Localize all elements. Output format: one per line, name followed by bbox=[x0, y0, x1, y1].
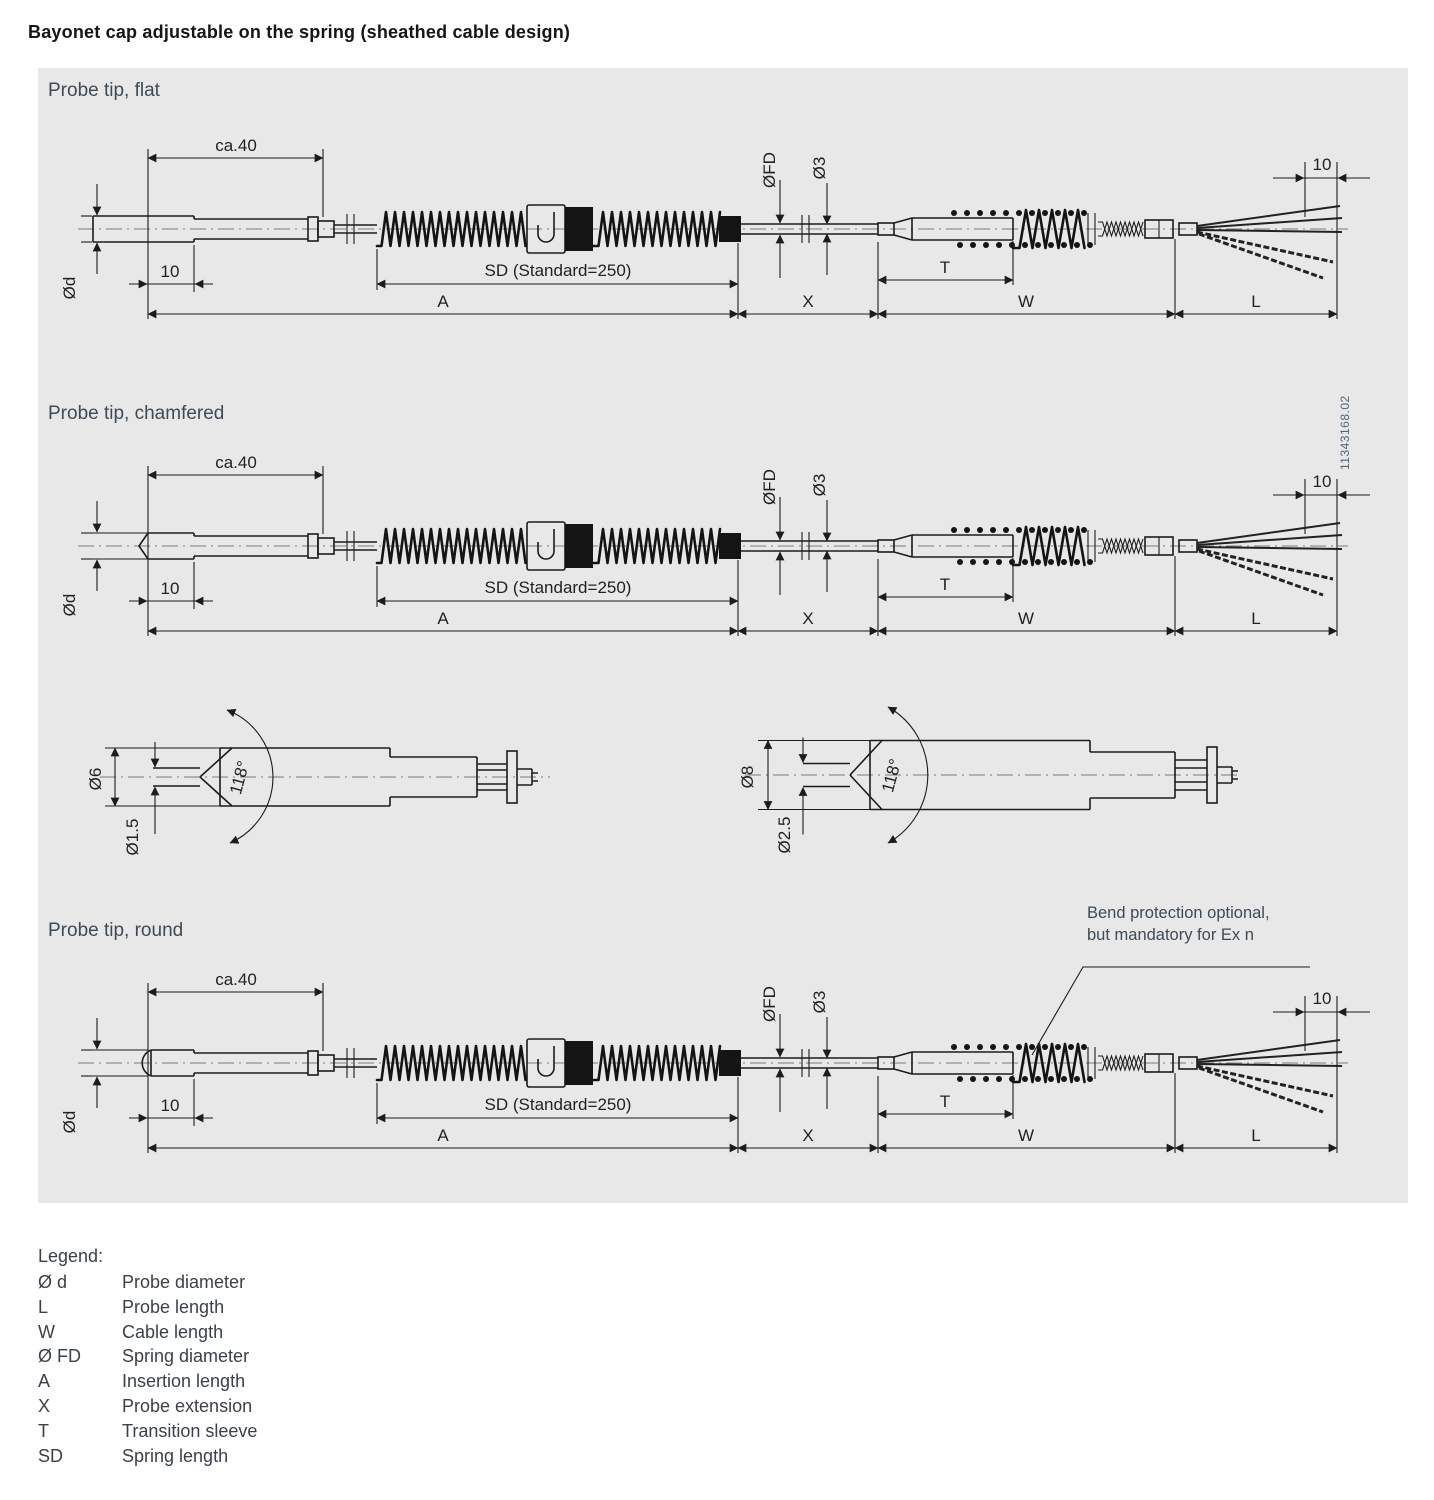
dim-label-inner-diameter: Ø1.5 bbox=[123, 818, 142, 856]
dim-label-outer-diameter: Ø6 bbox=[86, 767, 105, 791]
dim-label-10-tip: 10 bbox=[160, 579, 180, 598]
dim-label-insertion-length: A bbox=[437, 1126, 449, 1145]
dim-label-probe-extension: X bbox=[802, 1126, 814, 1145]
section-heading-probe-tip-round: Probe tip, round bbox=[48, 920, 184, 941]
dim-label-probe-length: L bbox=[1251, 609, 1261, 628]
legend-row: A Insertion length bbox=[38, 1371, 246, 1392]
dim-label-spring-diameter: ØFD bbox=[760, 986, 779, 1022]
page-title: Bayonet cap adjustable on the spring (sheathed cable design) bbox=[28, 22, 571, 42]
dim-label-spring-length: SD (Standard=250) bbox=[484, 261, 632, 280]
dim-label-transition-sleeve: T bbox=[939, 575, 951, 594]
dim-label-10-tip: 10 bbox=[160, 262, 180, 281]
dim-label-probe-diameter: Ød bbox=[60, 593, 79, 617]
dim-label-10-tip: 10 bbox=[160, 1096, 180, 1115]
dim-label-insertion-length: A bbox=[437, 292, 449, 311]
legend-title: Legend: bbox=[38, 1246, 104, 1266]
dim-label-10-leads: 10 bbox=[1312, 472, 1332, 491]
dim-label-ca40: ca.40 bbox=[215, 970, 257, 989]
dim-label-ca40: ca.40 bbox=[215, 453, 257, 472]
detail-view-chamfer-small bbox=[80, 677, 640, 877]
legend-row: W Cable length bbox=[38, 1321, 224, 1342]
dim-label-transition-sleeve: T bbox=[939, 1092, 951, 1111]
dim-label-tip-angle: 118° bbox=[226, 758, 254, 797]
annotation-line1: Bend protection optional, bbox=[1087, 904, 1270, 922]
legend-row: X Probe extension bbox=[38, 1395, 253, 1416]
legend-row: SD Spring length bbox=[38, 1445, 229, 1466]
legend-row: Ø d Probe diameter bbox=[38, 1272, 246, 1292]
legend-row: Ø FD Spring diameter bbox=[38, 1346, 250, 1367]
dim-label-cable-length: W bbox=[1017, 609, 1035, 628]
dim-label-spring-length: SD (Standard=250) bbox=[484, 578, 632, 597]
detail-view-chamfer-large bbox=[720, 675, 1280, 875]
section-heading-probe-tip-chamfered: Probe tip, chamfered bbox=[48, 403, 225, 424]
dim-label-extension-diameter: Ø3 bbox=[810, 473, 829, 497]
probe-diagram-flat bbox=[48, 122, 1378, 337]
dim-label-inner-diameter: Ø2.5 bbox=[775, 816, 794, 854]
dim-label-10-leads: 10 bbox=[1312, 155, 1332, 174]
dim-label-cable-length: W bbox=[1017, 292, 1035, 311]
dim-label-10-leads: 10 bbox=[1312, 989, 1332, 1008]
dim-label-probe-diameter: Ød bbox=[60, 1110, 79, 1134]
bend-protection-annotation bbox=[1087, 902, 1270, 946]
dim-label-cable-length: W bbox=[1017, 1126, 1035, 1145]
dim-label-extension-diameter: Ø3 bbox=[810, 156, 829, 180]
probe-diagram-chamfered bbox=[48, 439, 1378, 654]
dim-label-probe-length: L bbox=[1251, 292, 1261, 311]
legend bbox=[38, 1246, 257, 1468]
dim-label-transition-sleeve: T bbox=[939, 258, 951, 277]
dim-label-probe-length: L bbox=[1251, 1126, 1261, 1145]
legend-row: T Transition sleeve bbox=[38, 1420, 258, 1441]
dim-label-spring-diameter: ØFD bbox=[760, 152, 779, 188]
dim-label-insertion-length: A bbox=[437, 609, 449, 628]
annotation-line2: but mandatory for Ex n bbox=[1087, 926, 1254, 944]
dim-label-spring-length: SD (Standard=250) bbox=[484, 1095, 632, 1114]
dim-label-probe-extension: X bbox=[802, 609, 814, 628]
probe-diagram-round bbox=[48, 956, 1378, 1171]
legend-row: L Probe length bbox=[38, 1296, 225, 1317]
dim-label-extension-diameter: Ø3 bbox=[810, 990, 829, 1014]
dim-label-ca40: ca.40 bbox=[215, 136, 257, 155]
dim-label-spring-diameter: ØFD bbox=[760, 469, 779, 505]
dim-label-outer-diameter: Ø8 bbox=[738, 765, 757, 789]
dim-label-probe-extension: X bbox=[802, 292, 814, 311]
dim-label-probe-diameter: Ød bbox=[60, 276, 79, 300]
dim-label-tip-angle: 118° bbox=[878, 756, 906, 795]
section-heading-probe-tip-flat: Probe tip, flat bbox=[48, 80, 160, 101]
